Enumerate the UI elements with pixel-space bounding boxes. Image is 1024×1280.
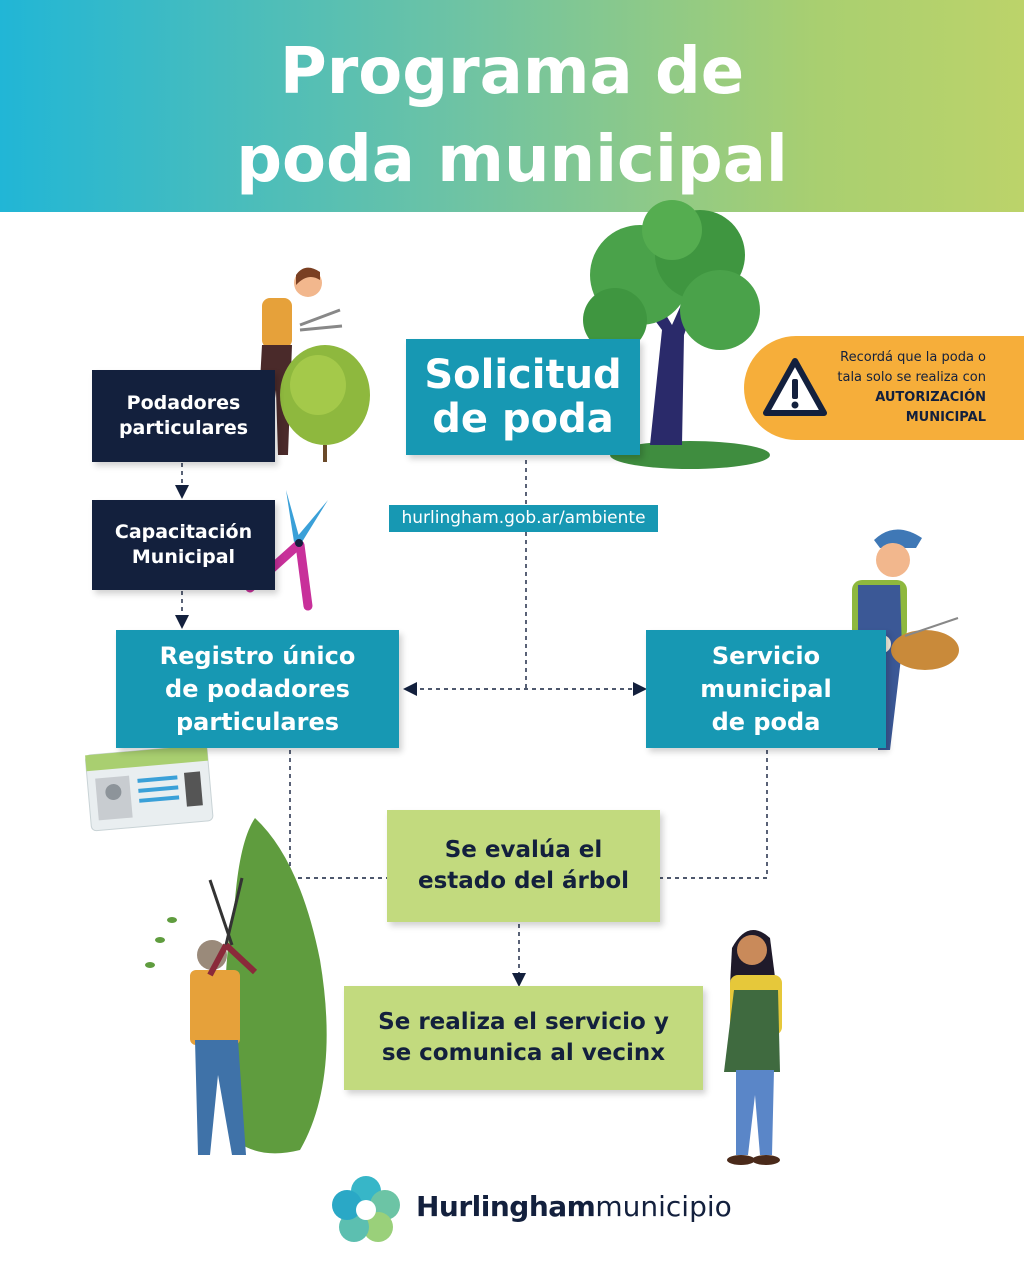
authorization-notice bbox=[744, 336, 1024, 440]
title-line-1: Programa de bbox=[279, 35, 745, 109]
brand-wordmark bbox=[416, 1190, 732, 1223]
podadores-particulares-box bbox=[92, 370, 275, 462]
brand-bold: Hurlingham bbox=[416, 1190, 596, 1223]
notice-line-2: tala solo se realiza con bbox=[837, 370, 986, 385]
registro-unico-box bbox=[116, 630, 399, 748]
man-pruning-hedge-illustration bbox=[145, 818, 327, 1155]
brand-light: municipio bbox=[595, 1190, 732, 1223]
notice-line-1: Recordá que la poda o bbox=[840, 350, 986, 365]
evalua-line-2: estado del árbol bbox=[417, 868, 630, 894]
footer-logo bbox=[330, 1170, 732, 1250]
evalua-line-1: Se evalúa el bbox=[444, 837, 603, 863]
capacitacion-line-1: Capacitación bbox=[114, 521, 253, 543]
notice-line-4: MUNICIPAL bbox=[905, 410, 986, 425]
hurlingham-flower-logo bbox=[330, 1174, 402, 1246]
servicio-line-2: municipal bbox=[700, 674, 832, 703]
registro-line-1: Registro único bbox=[159, 641, 356, 670]
servicio-line-1: Servicio bbox=[711, 641, 821, 670]
solicitud-line-2: de poda bbox=[432, 396, 614, 442]
podadores-line-1: Podadores bbox=[126, 392, 241, 414]
realiza-line-2: se comunica al vecinx bbox=[381, 1040, 666, 1066]
servicio-municipal-box bbox=[646, 630, 886, 748]
id-card-illustration bbox=[85, 745, 213, 831]
notice-line-3: AUTORIZACIÓN bbox=[875, 390, 986, 405]
realiza-line-1: Se realiza el servicio y bbox=[378, 1009, 669, 1035]
title-line-2: poda municipal bbox=[236, 123, 788, 197]
servicio-line-3: de poda bbox=[711, 707, 821, 736]
podadores-line-2: particulares bbox=[118, 417, 249, 439]
capacitacion-municipal-box bbox=[92, 500, 275, 590]
ambiente-url[interactable]: hurlingham.gob.ar/ambiente bbox=[389, 505, 658, 532]
registro-line-2: de podadores bbox=[165, 674, 350, 703]
warning-icon bbox=[760, 353, 830, 423]
capacitacion-line-2: Municipal bbox=[131, 546, 236, 568]
solicitud-de-poda-box bbox=[406, 339, 640, 455]
woman-apron-illustration bbox=[724, 930, 782, 1165]
realiza-servicio-box bbox=[344, 986, 703, 1090]
registro-line-3: particulares bbox=[175, 707, 340, 736]
notice-text bbox=[836, 348, 986, 428]
solicitud-line-1: Solicitud bbox=[424, 352, 622, 398]
evalua-estado-box bbox=[387, 810, 660, 922]
